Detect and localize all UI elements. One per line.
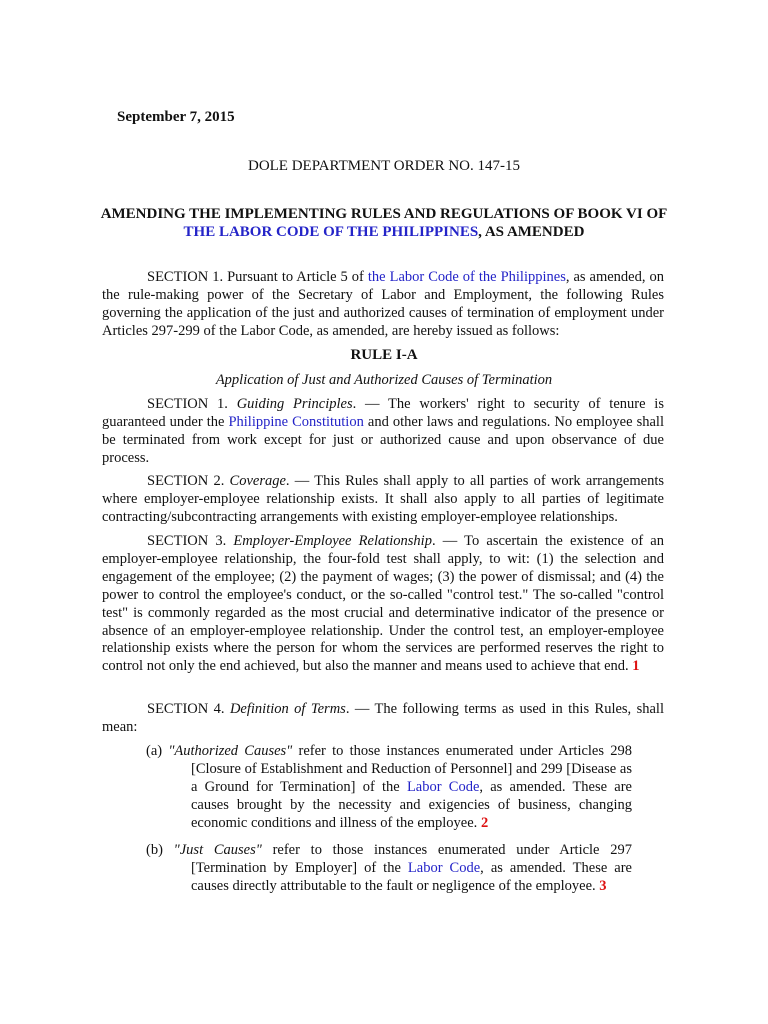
- section-3-term: Employer-Employee Relationship: [233, 533, 432, 549]
- section-1-label: SECTION 1.: [147, 396, 237, 412]
- section-4-label: SECTION 4.: [147, 701, 230, 717]
- intro-paragraph: [102, 269, 664, 341]
- definition-a-text-1: refer to those instances enumerated under Articles 298 [Closure of Establishment and Reduction of Personnel] and 299 [Disease as a Ground for Termination] of the: [191, 743, 632, 795]
- section-3-label: SECTION 3.: [147, 533, 234, 549]
- section-2-label: SECTION 2.: [147, 473, 230, 489]
- definition-b-labor-code-link[interactable]: Labor Code: [407, 859, 481, 876]
- definition-b-text-2: , as amended. These are causes directly attributable to the fault or negligence of the employee.: [191, 859, 632, 894]
- section-4-paragraph: [102, 701, 664, 737]
- rule-heading: RULE I-A: [350, 347, 418, 363]
- footnote-1-link[interactable]: 1: [632, 658, 640, 675]
- section-2-paragraph: [102, 473, 664, 527]
- section-3-paragraph: [102, 533, 664, 676]
- definition-b-marker: (b): [146, 842, 174, 858]
- section-2-term: Coverage: [229, 473, 286, 489]
- definition-a-text-2: , as amended. These are causes brought by the necessity and exigencies of business, changing economic conditions and illness of the employee.: [191, 778, 632, 831]
- section-1-term: Guiding Principles: [236, 396, 353, 412]
- section-1-text: . — The workers' right to security of tenure is guaranteed under the: [102, 396, 664, 430]
- title-text: AMENDING THE IMPLEMENTING RULES AND REGULATIONS OF BOOK VI OF: [100, 206, 668, 222]
- section-4-term: Definition of Terms: [229, 701, 346, 717]
- definition-a-marker: (a): [146, 743, 169, 759]
- title-labor-code-link[interactable]: THE LABOR CODE OF THE PHILIPPINES: [183, 224, 479, 240]
- definition-b-text: [146, 842, 632, 896]
- definition-a-term: "Authorized Causes": [168, 743, 293, 759]
- section-2-text: . — This Rules shall apply to all parties of work arrangements where employer-employee relationship exists. It shall also apply to all parties of legitimate contracting/subcontracting arrangements with existing employer-employee relationships.: [102, 473, 664, 525]
- rule-subheading: Application of Just and Authorized Causes of Termination: [215, 372, 553, 388]
- footnote-3-link[interactable]: 3: [599, 877, 607, 894]
- title-text-end: , AS AMENDED: [478, 224, 585, 240]
- definition-b-term: "Just Causes": [173, 842, 262, 858]
- definition-a-labor-code-link[interactable]: Labor Code: [406, 778, 480, 795]
- definition-item: [146, 842, 632, 896]
- section-4-text: . — The following terms as used in this Rules, shall mean:: [102, 701, 664, 735]
- section-1-text-end: and other laws and regulations. No employee shall be terminated from work except for just or authorized cause and upon observance of due process.: [102, 413, 664, 466]
- intro-prefix: SECTION 1. Pursuant to Article 5 of: [147, 269, 368, 285]
- document-title: [90, 205, 678, 241]
- footnote-2-link[interactable]: 2: [480, 814, 489, 831]
- constitution-link[interactable]: Philippine Constitution: [228, 413, 364, 430]
- intro-suffix: , as amended, on the rule-making power of the Secretary of Labor and Employment, the following Rules governing the application of the just and authorized causes of termination of employment under Articles 297-299 of the Labor Code, as amended, are hereby issued as follows:: [102, 269, 664, 339]
- order-title: DOLE DEPARTMENT ORDER NO. 147-15: [247, 158, 521, 174]
- definition-a-text: [146, 743, 632, 833]
- intro-labor-code-link[interactable]: the Labor Code of the Philippines: [367, 269, 566, 285]
- definition-b-text-1: refer to those instances enumerated under Article 297 [Termination by Employer] of the: [191, 842, 632, 876]
- section-3-text: . — To ascertain the existence of an employer-employee relationship, the four-fold test shall apply, to wit: (1) the selection and engagement of the employee; (2) the payment of wages; (3) the power of dismissal; and (4) the power to control the employee's conduct, or the so-called "control test." The so-called "control test" is commonly regarded as the most crucial and determinative indicator of the presence or absence of an employer-employee relationship. Under the control test, an employer-employee relationship exists where the person for whom the services are performed reserves the right to control not only the end achieved, but also the manner and means used to achieve that end.: [102, 533, 664, 675]
- section-1-paragraph: [102, 396, 664, 468]
- document-date: September 7, 2015: [117, 109, 235, 125]
- definition-item: [146, 743, 632, 833]
